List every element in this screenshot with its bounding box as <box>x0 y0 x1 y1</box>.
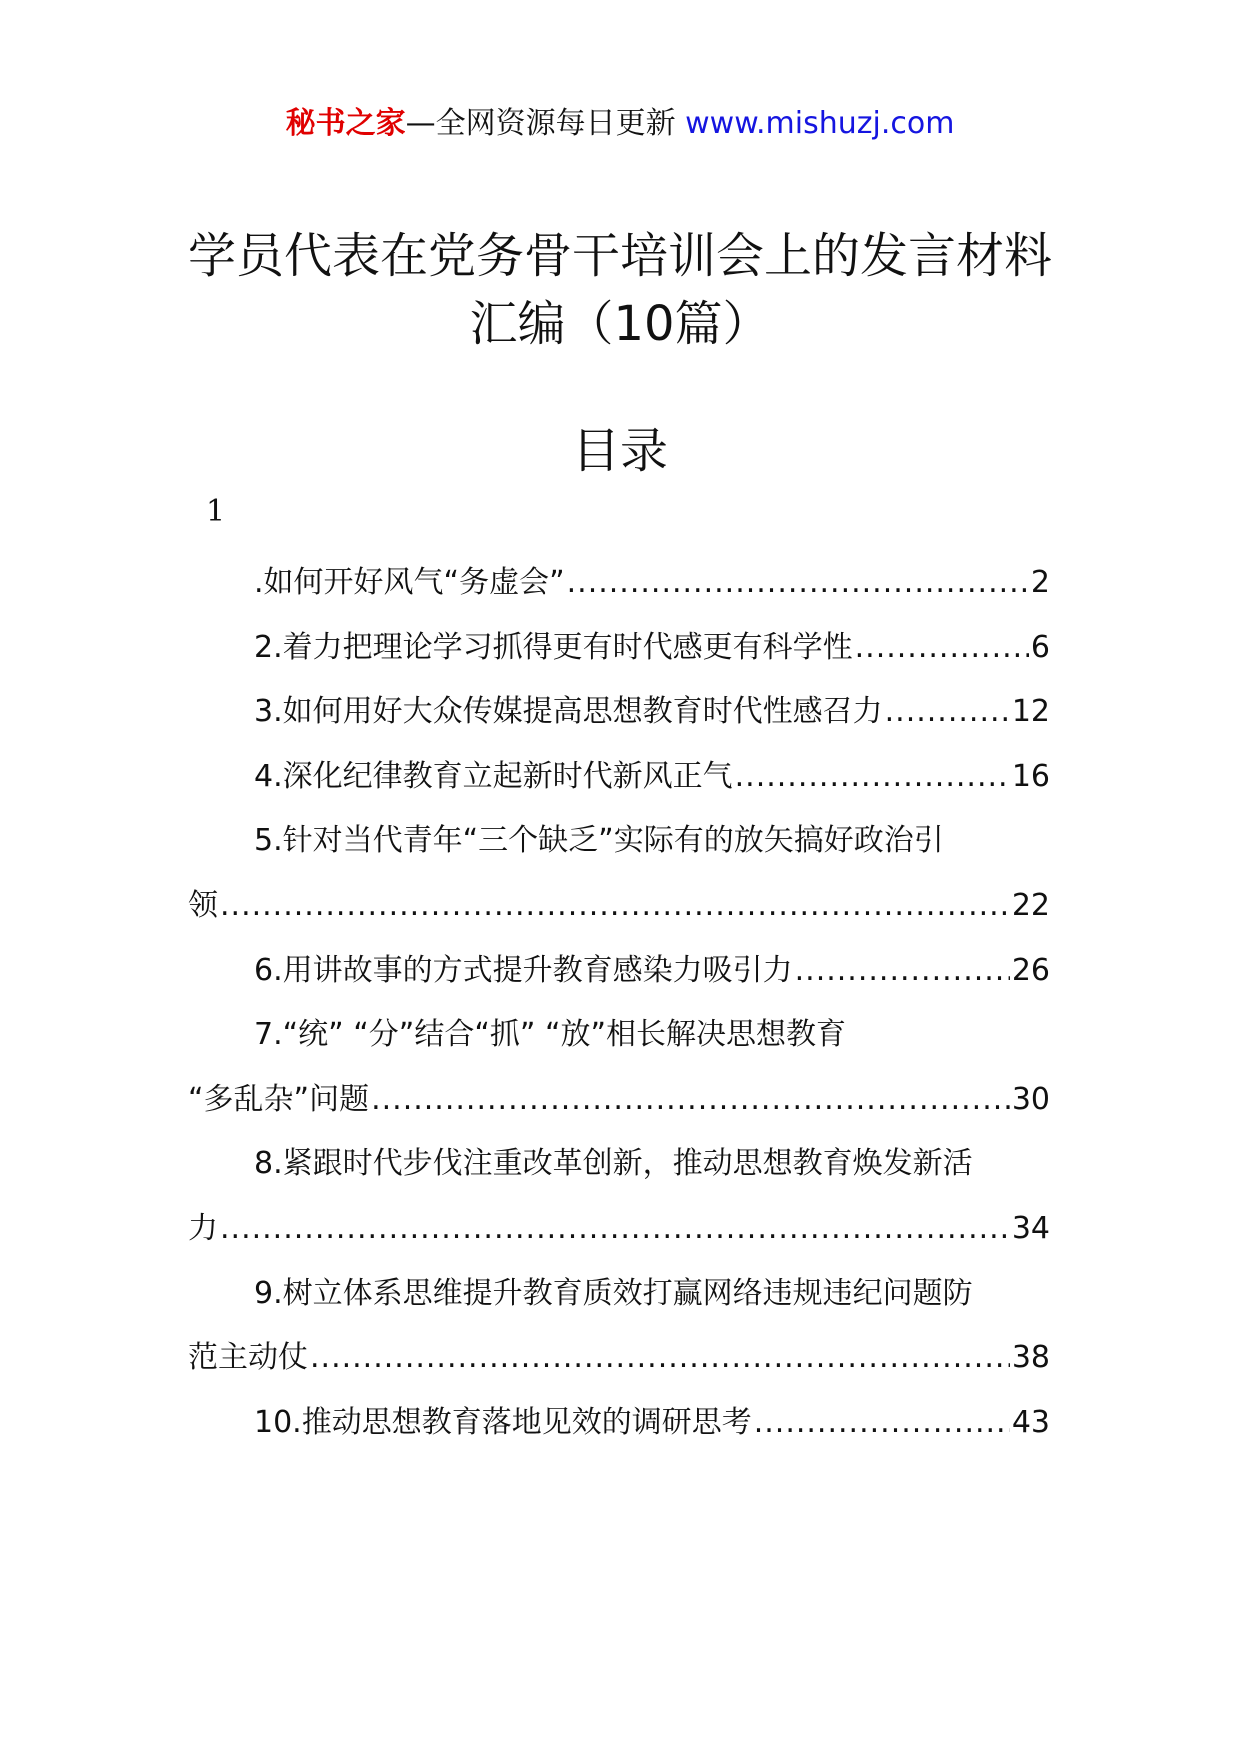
toc-page-number: 38 <box>1011 1340 1050 1376</box>
toc-leader-dots <box>735 752 1010 802</box>
toc-entry-2[interactable] <box>188 623 1050 688</box>
toc-page-number: 34 <box>1011 1210 1050 1246</box>
toc-entry-text: 7.“统” “分”结合“抓” “放”相长解决思想教育 <box>254 1017 847 1053</box>
toc-entry-6[interactable] <box>188 946 1050 1011</box>
toc-entry-9-line-1[interactable] <box>188 1269 1050 1334</box>
toc-entry-text: 6.用讲故事的方式提升教育感染力吸引力 <box>254 952 793 988</box>
toc-leader-dots <box>310 1333 1010 1383</box>
toc-entry-8-line-2[interactable] <box>188 1204 1050 1269</box>
toc-leader-dots <box>567 558 1029 608</box>
header-slogan: —全网资源每日更新 <box>405 106 676 141</box>
brand-name[interactable]: 秘书之家 <box>285 106 406 141</box>
toc-entry-text: 10.推动思想教育落地见效的调研思考 <box>254 1404 752 1440</box>
toc-page-number: 6 <box>1030 629 1050 665</box>
toc-entry-text: 3.如何用好大众传媒提高思想教育时代性感召力 <box>254 694 883 730</box>
toc-entry-text: 力 <box>188 1210 218 1246</box>
toc-entry-text: 4.深化纪律教育立起新时代新风正气 <box>254 758 733 794</box>
toc-entry-text: 8.紧跟时代步伐注重改革创新，推动思想教育焕发新活 <box>254 1146 973 1182</box>
toc-page-number: 30 <box>1011 1081 1050 1117</box>
header-banner <box>0 102 1240 146</box>
toc-entry-3[interactable] <box>188 687 1050 752</box>
toc-page-number: 2 <box>1030 565 1050 600</box>
toc-leader-dots <box>795 946 1010 996</box>
toc-heading: 目录 <box>571 423 668 479</box>
toc-entry-text: 9.树立体系思维提升教育质效打赢网络违规违纪问题防 <box>254 1275 973 1311</box>
toc-entry-5-line-1[interactable] <box>188 816 1050 881</box>
toc-leader-dots <box>371 1075 1010 1125</box>
toc-leader-dots <box>754 1398 1010 1448</box>
toc-entry-9-line-2[interactable] <box>188 1333 1050 1398</box>
document-title <box>0 222 1240 358</box>
toc-page-number: 43 <box>1011 1404 1050 1440</box>
toc-entry-text: 领 <box>188 887 218 923</box>
stray-number: 1 <box>206 494 226 529</box>
table-of-contents <box>188 558 1050 1462</box>
toc-entry-5-line-2[interactable] <box>188 881 1050 946</box>
document-title-line-1: 学员代表在党务骨干培训会上的发言材料 <box>187 228 1052 284</box>
toc-page-number: 26 <box>1011 952 1050 988</box>
toc-leader-dots <box>885 687 1010 737</box>
toc-entry-10[interactable] <box>188 1398 1050 1463</box>
toc-entry-text: 5.针对当代青年“三个缺乏”实际有的放矢搞好政治引 <box>254 823 944 859</box>
toc-page-number: 12 <box>1011 694 1050 730</box>
toc-leader-dots <box>220 1204 1010 1254</box>
toc-entry-text: .如何开好风气“务虚会” <box>254 565 565 600</box>
toc-leader-dots <box>855 623 1029 673</box>
site-url-link[interactable]: www.mishuzj.com <box>685 106 955 141</box>
toc-entry-4[interactable] <box>188 752 1050 817</box>
toc-page-number: 22 <box>1011 887 1050 923</box>
toc-entry-7-line-2[interactable] <box>188 1075 1050 1140</box>
toc-entry-text: 范主动仗 <box>188 1340 308 1376</box>
toc-entry-text: “多乱杂”问题 <box>188 1081 370 1117</box>
toc-entry-8-line-1[interactable] <box>188 1139 1050 1204</box>
toc-leader-dots <box>220 881 1010 931</box>
toc-page-number: 16 <box>1011 758 1050 794</box>
document-title-line-2: 汇编（10篇） <box>469 296 771 352</box>
toc-entry-7-line-1[interactable] <box>188 1010 1050 1075</box>
toc-entry-1[interactable] <box>188 558 1050 623</box>
toc-entry-text: 2.着力把理论学习抓得更有时代感更有科学性 <box>254 629 853 665</box>
